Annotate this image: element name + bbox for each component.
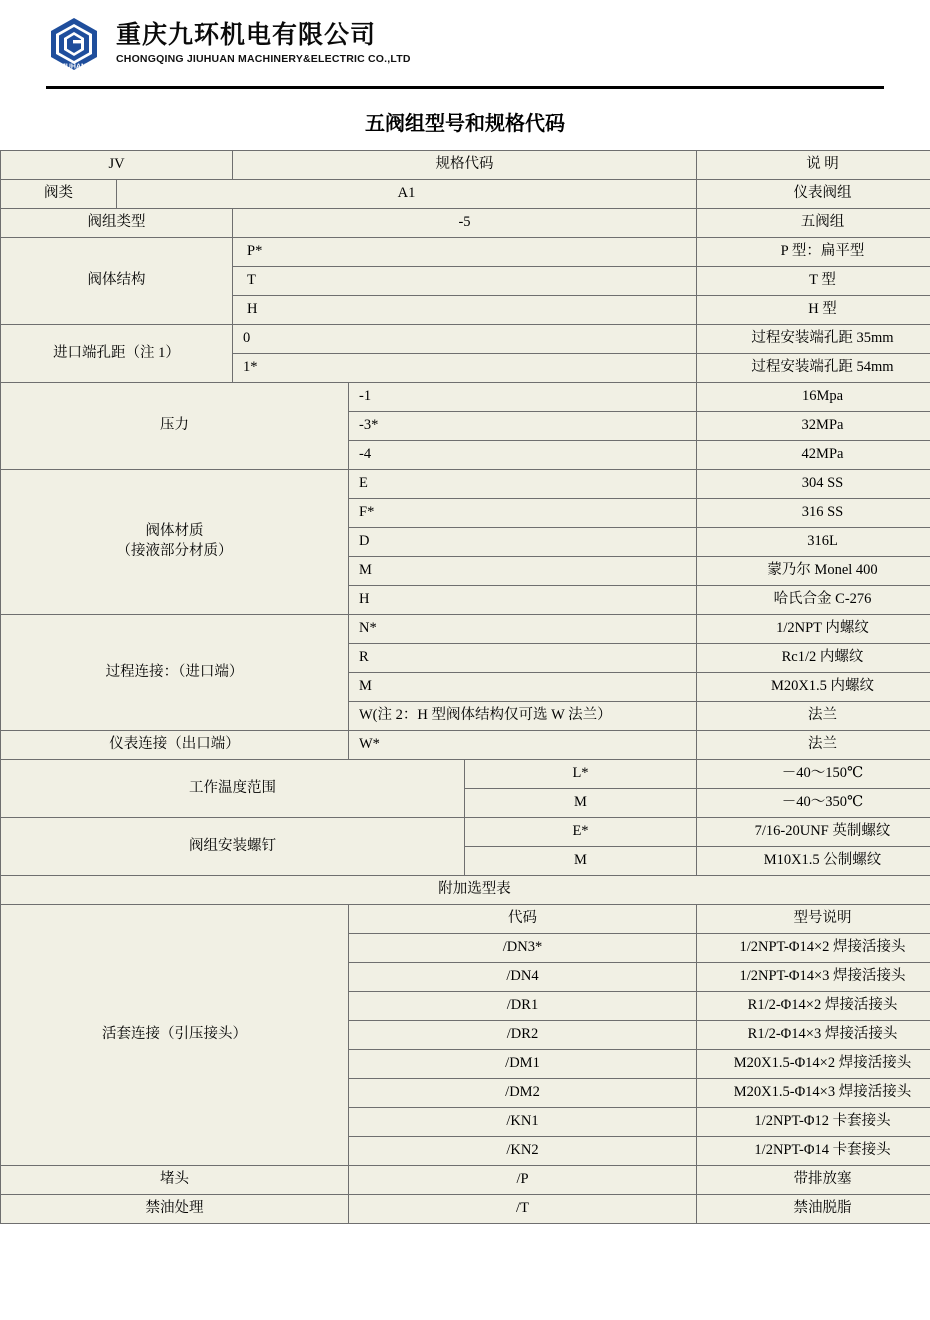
row-desc-plug: 带排放塞 — [697, 1166, 930, 1195]
row-code-inlet-pitch-0: 0 — [233, 325, 697, 354]
row-code-dn3: /DN3* — [349, 934, 697, 963]
row-desc-screw-e: 7/16-20UNF 英制螺纹 — [697, 818, 930, 847]
row-label-process-connection: 过程连接：（进口端） — [1, 615, 349, 731]
row-desc-manifold-type: 五阀组 — [697, 209, 930, 238]
row-desc-material-m: 蒙乃尔 Monel 400 — [697, 557, 930, 586]
table-header-row — [1, 151, 930, 180]
row-desc-dn4: 1/2NPT-Φ14×3 焊接活接头 — [697, 963, 930, 992]
logo-text: JUHAN — [61, 63, 87, 71]
row-desc-material-f: 316 SS — [697, 499, 930, 528]
table-row — [1, 1195, 930, 1224]
letterhead — [0, 0, 930, 80]
row-desc-oil-free: 禁油脱脂 — [697, 1195, 930, 1224]
spec-table — [0, 150, 930, 1224]
row-code-dm2: /DM2 — [349, 1079, 697, 1108]
row-code-pressure-1: -1 — [349, 383, 697, 412]
row-code-material-h: H — [349, 586, 697, 615]
row-label-pressure: 压力 — [1, 383, 349, 470]
header-divider — [46, 86, 884, 89]
row-label-valve-type: 阀类 — [1, 180, 117, 209]
page-title: 五阀组型号和规格代码 — [365, 113, 565, 135]
row-code-dr2: /DR2 — [349, 1021, 697, 1050]
header-col-code: 规格代码 — [233, 151, 697, 180]
table-row — [1, 209, 930, 238]
row-desc-screw-m: M10X1.5 公制螺纹 — [697, 847, 930, 876]
row-desc-inlet-pitch-1: 过程安装端孔距 54mm — [697, 354, 930, 383]
row-desc-pressure-3: 32MPa — [697, 412, 930, 441]
row-code-dm1: /DM1 — [349, 1050, 697, 1079]
company-name-en: CHONGQING JIUHUAN MACHINERY&ELECTRIC CO.,LTD — [116, 52, 411, 65]
row-desc-material-d: 316L — [697, 528, 930, 557]
row-desc-material-e: 304 SS — [697, 470, 930, 499]
section-title-optional: 附加选型表 — [1, 876, 930, 905]
table-row — [1, 238, 930, 267]
table-row — [1, 818, 930, 847]
table-row — [1, 325, 930, 354]
row-code-kn1: /KN1 — [349, 1108, 697, 1137]
company-name-block — [116, 22, 411, 65]
row-code-process-m: M — [349, 673, 697, 702]
row-code-screw-m: M — [465, 847, 697, 876]
row-desc-process-r: Rc1/2 内螺纹 — [697, 644, 930, 673]
table-row — [1, 383, 930, 412]
row-code-dn4: /DN4 — [349, 963, 697, 992]
row-label-instrument-connection: 仪表连接（出口端） — [1, 731, 349, 760]
row-label-temperature: 工作温度范围 — [1, 760, 465, 818]
table-row — [1, 905, 930, 934]
row-code-body-structure-t: T — [233, 267, 697, 296]
row-label-plug: 堵头 — [1, 1166, 349, 1195]
optional-header-desc: 型号说明 — [697, 905, 930, 934]
row-code-material-e: E — [349, 470, 697, 499]
table-row — [1, 731, 930, 760]
row-desc-inlet-pitch-0: 过程安装端孔距 35mm — [697, 325, 930, 354]
row-code-temperature-m: M — [465, 789, 697, 818]
row-code-body-structure-h: H — [233, 296, 697, 325]
optional-header-code: 代码 — [349, 905, 697, 934]
hexagon-logo-icon — [46, 16, 102, 72]
row-desc-temperature-m: －40～350℃ — [697, 789, 930, 818]
row-code-screw-e: E* — [465, 818, 697, 847]
table-row — [1, 180, 930, 209]
row-code-pressure-4: -4 — [349, 441, 697, 470]
row-code-process-n: N* — [349, 615, 697, 644]
body-material-label-line1: 阀体材质 — [145, 523, 204, 540]
row-desc-body-structure-h: H 型 — [697, 296, 930, 325]
row-code-manifold-type: -5 — [233, 209, 697, 238]
row-code-oil-free: /T — [349, 1195, 697, 1224]
row-code-process-r: R — [349, 644, 697, 673]
row-desc-dr1: R1/2-Φ14×2 焊接活接头 — [697, 992, 930, 1021]
table-section-row — [1, 876, 930, 905]
row-code-instrument-connection: W* — [349, 731, 697, 760]
row-desc-kn1: 1/2NPT-Φ12 卡套接头 — [697, 1108, 930, 1137]
row-desc-temperature-l: －40～150℃ — [697, 760, 930, 789]
row-desc-body-structure-p: P 型：扁平型 — [697, 238, 930, 267]
header-col-desc: 说 明 — [697, 151, 930, 180]
row-label-manifold-type: 阀组类型 — [1, 209, 233, 238]
row-code-body-structure-p: P* — [233, 238, 697, 267]
row-code-dr1: /DR1 — [349, 992, 697, 1021]
row-desc-process-m: M20X1.5 内螺纹 — [697, 673, 930, 702]
row-label-oil-free: 禁油处理 — [1, 1195, 349, 1224]
row-code-material-m: M — [349, 557, 697, 586]
row-label-body-structure: 阀体结构 — [1, 238, 233, 325]
row-code-inlet-pitch-1: 1* — [233, 354, 697, 383]
company-name-cn: 重庆九环机电有限公司 — [116, 21, 377, 50]
row-code-temperature-l: L* — [465, 760, 697, 789]
row-desc-dn3: 1/2NPT-Φ14×2 焊接活接头 — [697, 934, 930, 963]
row-desc-kn2: 1/2NPT-Φ14 卡套接头 — [697, 1137, 930, 1166]
table-row — [1, 1166, 930, 1195]
row-label-inlet-pitch: 进口端孔距（注 1） — [1, 325, 233, 383]
row-label-loose-coupling: 活套连接（引压接头） — [1, 905, 349, 1166]
row-desc-valve-type: 仪表阀组 — [697, 180, 930, 209]
table-row — [1, 615, 930, 644]
row-code-valve-type: A1 — [117, 180, 697, 209]
row-code-process-w: W(注 2：H 型阀体结构仅可选 W 法兰） — [349, 702, 697, 731]
row-desc-material-h: 哈氏合金 C-276 — [697, 586, 930, 615]
row-desc-dm2: M20X1.5-Φ14×3 焊接活接头 — [697, 1079, 930, 1108]
row-desc-body-structure-t: T 型 — [697, 267, 930, 296]
row-code-material-d: D — [349, 528, 697, 557]
row-desc-dr2: R1/2-Φ14×3 焊接活接头 — [697, 1021, 930, 1050]
row-desc-instrument-connection: 法兰 — [697, 731, 930, 760]
row-desc-dm1: M20X1.5-Φ14×2 焊接活接头 — [697, 1050, 930, 1079]
header-col-jv: JV — [1, 151, 233, 180]
row-desc-process-w: 法兰 — [697, 702, 930, 731]
table-row — [1, 470, 930, 499]
row-label-mounting-screw: 阀组安装螺钉 — [1, 818, 465, 876]
row-code-kn2: /KN2 — [349, 1137, 697, 1166]
row-code-plug: /P — [349, 1166, 697, 1195]
row-code-material-f: F* — [349, 499, 697, 528]
row-desc-pressure-4: 42MPa — [697, 441, 930, 470]
table-row — [1, 760, 930, 789]
row-label-body-material — [1, 470, 349, 615]
row-desc-process-n: 1/2NPT 内螺纹 — [697, 615, 930, 644]
body-material-label-line2: （接液部分材质） — [116, 543, 233, 559]
row-desc-pressure-1: 16Mpa — [697, 383, 930, 412]
row-code-pressure-3: -3* — [349, 412, 697, 441]
